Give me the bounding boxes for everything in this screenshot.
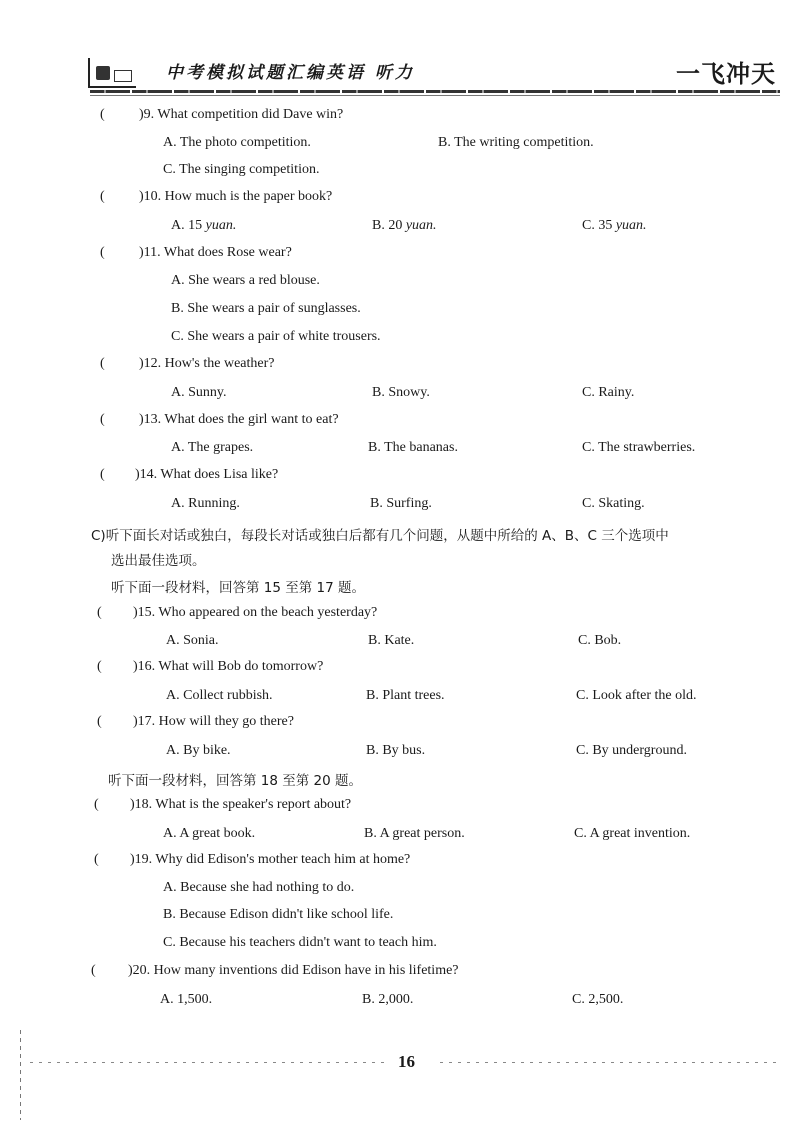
option-b: B. Surfing. [370, 496, 432, 511]
option-c: C. Bob. [578, 633, 622, 648]
option-a: A. By bike. [166, 743, 231, 758]
option-c: C. Because his teachers didn't want to teach him. [163, 935, 437, 950]
option-c: C. She wears a pair of white trousers. [171, 329, 381, 344]
question-number: 12 [143, 356, 158, 371]
option-a: A. Running. [171, 496, 240, 511]
option-a: A. Sonia. [166, 633, 219, 648]
option-b: B. By bus. [366, 743, 426, 758]
answer-paren-open: ( [97, 659, 102, 674]
question-number: 15 [137, 605, 152, 620]
answer-paren-open: ( [100, 107, 105, 122]
question-text: What does Lisa like? [160, 467, 279, 482]
answer-paren-open: ( [100, 356, 105, 371]
option-c: C. Rainy. [582, 385, 635, 400]
question-number: 20 [132, 963, 147, 978]
answer-paren-open: ( [97, 605, 102, 620]
option-a: A. 15 yuan. [171, 218, 237, 233]
book-logo-icon [88, 58, 136, 88]
subsection-instruction-15-17: 听下面一段材料，回答第 15 至第 17 题。 [111, 580, 366, 596]
option-b: B. The writing competition. [438, 135, 594, 150]
option-b: B. 2,000. [362, 992, 414, 1007]
question-number: 19 [134, 852, 149, 867]
question-text: How many inventions did Edison have in his lifetime? [153, 963, 459, 978]
option-a: A. Collect rubbish. [166, 688, 273, 703]
footer-rule-right [440, 1062, 780, 1063]
header-brand: 一飞冲天 [676, 60, 776, 88]
option-a: A. A great book. [163, 826, 256, 841]
header-rule [90, 90, 780, 93]
footer-rule-left [30, 1062, 385, 1063]
option-c: C. The singing competition. [163, 162, 320, 177]
option-a: A. She wears a red blouse. [171, 273, 320, 288]
paren-close: ) [139, 189, 144, 204]
question-number: 16 [137, 659, 152, 674]
paren-close: ) [139, 356, 144, 371]
option-c: C. 2,500. [572, 992, 624, 1007]
paren-close: ) [139, 107, 144, 122]
question-number: 11 [143, 245, 158, 260]
option-c: C. A great invention. [574, 826, 691, 841]
question-number: 9 [143, 107, 151, 122]
answer-paren-open: ( [100, 467, 105, 482]
unit: yuan. [615, 218, 647, 233]
question-text: How's the weather? [164, 356, 275, 371]
binding-margin-mark [20, 1030, 21, 1120]
section-c-instruction-line-1: C)听下面长对话或独白，每段长对话或独白后都有几个问题，从题中所给的 A、B、C 三个选项中 [91, 528, 669, 544]
question-number: 18 [134, 797, 149, 812]
option-c: C. 35 yuan. [582, 218, 647, 233]
option-a: A. Because she had nothing to do. [163, 880, 355, 895]
answer-paren-open: ( [100, 189, 105, 204]
answer-paren-open: ( [91, 963, 96, 978]
paren-close: ) [139, 245, 144, 260]
option-a: A. 1,500. [160, 992, 213, 1007]
option-a: A. The photo competition. [163, 135, 311, 150]
question-number: 17 [137, 714, 152, 729]
subsection-instruction-18-20: 听下面一段材料，回答第 18 至第 20 题。 [108, 773, 363, 789]
answer-paren-open: ( [100, 412, 105, 427]
unit: yuan. [205, 218, 237, 233]
option-b: B. The bananas. [368, 440, 458, 455]
header-title: 中考模拟试题汇编英语 听力 [166, 63, 415, 83]
answer-paren-open: ( [100, 245, 105, 260]
option-b: B. Kate. [368, 633, 415, 648]
option-c: C. The strawberries. [582, 440, 696, 455]
option-c: C. Skating. [582, 496, 645, 511]
unit: yuan. [405, 218, 437, 233]
paren-close: ) [128, 963, 133, 978]
question-text: How will they go there? [158, 714, 294, 729]
option-b: B. Because Edison didn't like school life. [163, 907, 394, 922]
section-c-instruction-line-2: 选出最佳选项。 [111, 553, 206, 569]
question-text: What is the speaker's report about? [155, 797, 352, 812]
question-text: What does Rose wear? [163, 245, 292, 260]
option-c: C. By underground. [576, 743, 687, 758]
answer-paren-open: ( [94, 797, 99, 812]
question-text: Why did Edison's mother teach him at home? [155, 852, 411, 867]
paren-close: ) [139, 412, 144, 427]
question-number: 10 [143, 189, 158, 204]
paren-close: ) [133, 714, 138, 729]
option-b: B. Snowy. [372, 385, 430, 400]
paren-close: ) [133, 605, 138, 620]
option-a: A. Sunny. [171, 385, 227, 400]
question-number: 14 [139, 467, 154, 482]
question-text: What competition did Dave win? [157, 107, 344, 122]
question-number: 13 [143, 412, 158, 427]
paren-close: ) [130, 797, 135, 812]
option-c: C. Look after the old. [576, 688, 697, 703]
question-text: How much is the paper book? [164, 189, 333, 204]
paren-close: ) [135, 467, 140, 482]
option-b: B. 20 yuan. [372, 218, 437, 233]
answer-paren-open: ( [97, 714, 102, 729]
page-number: 16 [398, 1052, 415, 1071]
header-rule-thin [90, 95, 780, 96]
paren-close: ) [130, 852, 135, 867]
question-text: What will Bob do tomorrow? [158, 659, 324, 674]
question-text: Who appeared on the beach yesterday? [158, 605, 378, 620]
option-b: B. A great person. [364, 826, 465, 841]
page-header [0, 0, 800, 100]
question-text: What does the girl want to eat? [164, 412, 339, 427]
option-b: B. She wears a pair of sunglasses. [171, 301, 361, 316]
option-a: A. The grapes. [171, 440, 254, 455]
answer-paren-open: ( [94, 852, 99, 867]
paren-close: ) [133, 659, 138, 674]
option-b: B. Plant trees. [366, 688, 445, 703]
